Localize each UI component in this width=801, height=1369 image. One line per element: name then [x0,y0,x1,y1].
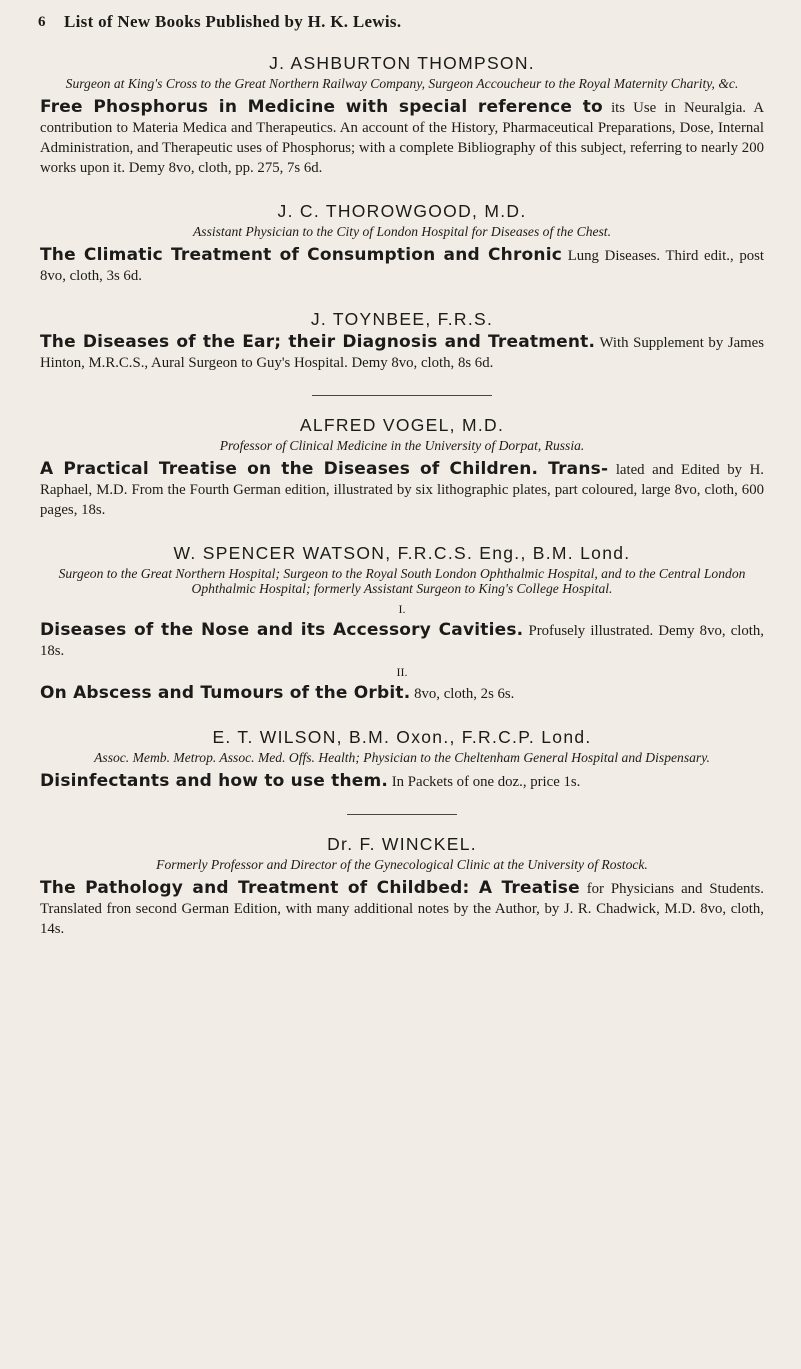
author-entry [40,833,764,939]
author-name: W. SPENCER WATSON, F.R.C.S. Eng., B.M. Lond. [173,543,631,563]
volume-numeral: I. [398,602,406,616]
book-title: The Climatic Treatment of Consumption and Chronic [40,245,563,265]
book-listing [40,683,764,704]
book-title: A Practical Treatise on the Diseases of Children. Trans- [40,459,609,479]
book-description: Lung Diseases. Third edit., post 8vo, cloth, 3s 6d. [40,248,764,284]
book-listing [40,332,764,373]
author-name: J. TOYNBEE, F.R.S. [310,309,494,329]
author-name: J. ASHBURTON THOMPSON. [269,53,535,73]
running-head [38,10,781,36]
book-title: The Pathology and Treatment of Childbed: A Treatise [40,878,580,898]
running-title: List of New Books Published by H. K. Lewis. [64,12,402,31]
book-listing [40,620,764,661]
volume-numeral: II. [396,665,408,679]
book-description: 8vo, cloth, 2s 6s. [414,686,515,702]
author-affiliation: Assoc. Memb. Metrop. Assoc. Med. Offs. Health; Physician to the Cheltenham General Hospital and Dispensary. [94,750,710,765]
author-name: J. C. THOROWGOOD, M.D. [277,201,527,221]
book-title: The Diseases of the Ear; their Diagnosis and Treatment. [40,332,596,352]
author-name: ALFRED VOGEL, M.D. [299,415,505,435]
author-entry [40,308,764,373]
book-listing [40,771,764,792]
book-description: In Packets of one doz., price 1s. [391,774,581,790]
book-listing [40,459,764,520]
book-title: On Abscess and Tumours of the Orbit. [40,683,411,703]
author-entry [40,414,764,520]
book-listing [40,878,764,939]
author-entry [40,52,764,178]
book-listing [40,97,764,178]
author-affiliation: Assistant Physician to the City of London Hospital for Diseases of the Chest. [192,224,611,239]
book-description: Profusely illustrated. Demy 8vo, cloth, 18s. [40,623,764,659]
author-affiliation: Surgeon to the Great Northern Hospital; Surgeon to the Royal South London Ophthalmic Hospital, and to the Central London Ophthalmic Hospital; formerly Assistant Surgeon to King's College Hospital. [58,566,746,596]
book-description: With Supplement by James Hinton, M.R.C.S., Aural Surgeon to Guy's Hospital. Demy 8vo, cloth, 8s 6d. [40,335,765,371]
author-affiliation: Surgeon at King's Cross to the Great Northern Railway Company, Surgeon Accoucheur to the Royal Maternity Charity, &c. [65,76,739,91]
author-entry [40,726,764,792]
author-affiliation: Professor of Clinical Medicine in the University of Dorpat, Russia. [219,438,585,453]
book-description: for Physicians and Students. Translated fron second German Edition, with many additional notes by the Author, by J. R. Chadwick, M.D. 8vo, cloth, 14s. [40,881,764,937]
author-name: Dr. F. WINCKEL. [327,834,477,854]
book-description: lated and Edited by H. Raphael, M.D. From the Fourth German edition, illustrated by six lithographic plates, part coloured, large 8vo, cloth, 600 pages, 18s. [40,462,764,518]
book-entries [40,52,764,961]
page-number: 6 [38,14,46,30]
book-title: Diseases of the Nose and its Accessory Cavities. [40,620,524,640]
book-description: its Use in Neuralgia. A contribution to Materia Medica and Therapeutics. An account of the History, Pharmaceutical Preparations, Dose, Internal Administration, and Therapeutic uses of Phosphorus; with a complete Bibliography of this subject, referring to nearly 200 works upon it. Demy 8vo, cloth, pp. 275, 7s 6d. [40,100,765,176]
book-title: Free Phosphorus in Medicine with special reference to [40,97,603,117]
author-entry [40,542,764,704]
book-listing [40,245,764,286]
author-affiliation: Formerly Professor and Director of the Gynecological Clinic at the University of Rostock. [156,857,648,872]
section-divider [347,814,457,815]
section-divider [312,395,492,396]
author-name: E. T. WILSON, B.M. Oxon., F.R.C.P. Lond. [212,727,592,747]
book-title: Disinfectants and how to use them. [40,771,389,791]
author-entry [40,200,764,286]
